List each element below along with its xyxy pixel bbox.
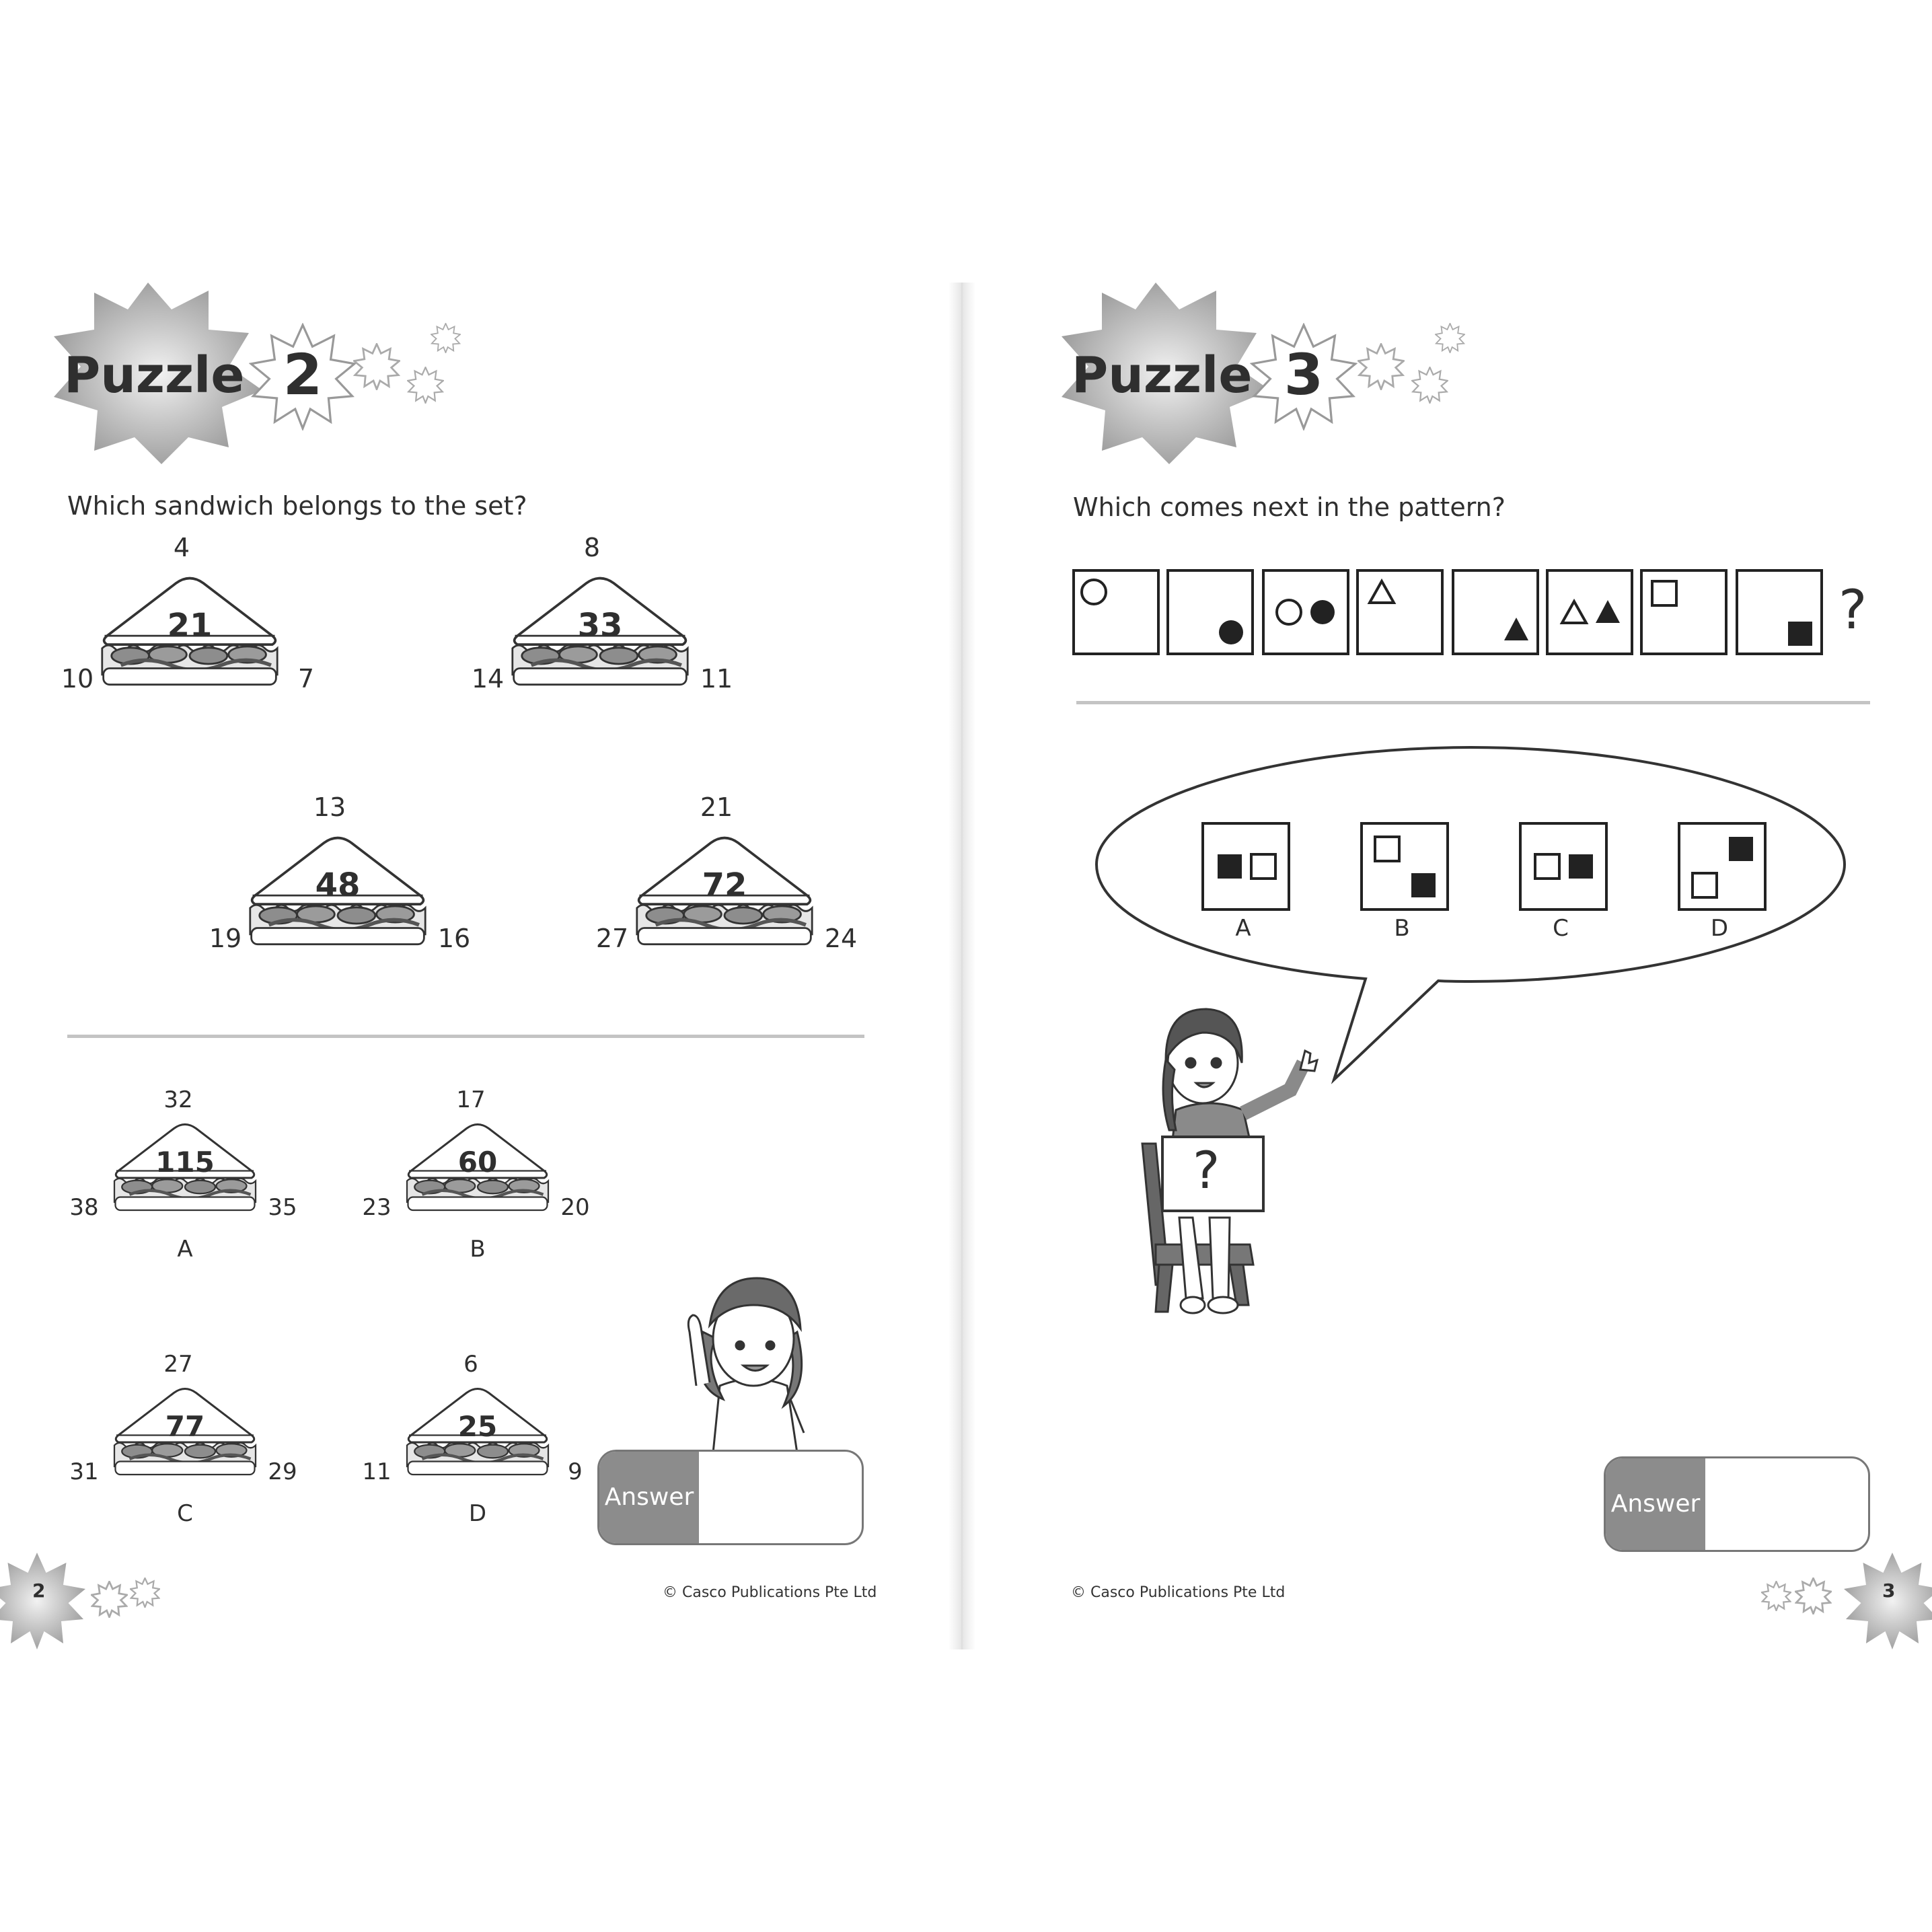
small-stars-icon [91, 1574, 172, 1621]
small-stars-icon [353, 323, 474, 410]
question-text: Which sandwich belongs to the set? [67, 491, 527, 521]
sandwich-center-number: 21 [167, 607, 213, 644]
sandwich-left-number: 11 [362, 1458, 392, 1485]
sandwich-right-number: 9 [568, 1458, 583, 1485]
book-gutter [949, 283, 975, 1649]
sequence-question-mark: ? [1838, 579, 1867, 641]
option-sandwich-c[interactable] [61, 1351, 303, 1566]
sandwich-top-number: 27 [163, 1351, 193, 1378]
page-number: 2 [32, 1580, 46, 1602]
small-stars-icon [1761, 1574, 1842, 1621]
sandwich-right-number: 24 [824, 924, 858, 953]
answer-label: Answer [1606, 1458, 1705, 1550]
sandwich-top-number: 17 [456, 1086, 486, 1113]
answer-box[interactable] [1604, 1456, 1870, 1552]
sandwich-left-number: 10 [61, 664, 94, 694]
girl-pointing-icon [663, 1251, 838, 1453]
pattern-box-1 [1072, 569, 1160, 655]
sandwich-center-number: 77 [165, 1410, 205, 1443]
sandwich-left-number: 27 [595, 924, 629, 953]
section-divider [67, 1035, 864, 1038]
question-text: Which comes next in the pattern? [1073, 492, 1506, 522]
set-sandwich-1 [54, 533, 315, 748]
sandwich-center-number: 115 [155, 1146, 215, 1179]
copyright: © Casco Publications Pte Ltd [663, 1584, 877, 1601]
pattern-box-4 [1356, 569, 1444, 655]
left-page [0, 283, 961, 1649]
puzzle-number: 3 [1284, 342, 1324, 408]
sandwich-left-number: 31 [69, 1458, 99, 1485]
option-sandwich-b[interactable] [353, 1086, 595, 1302]
sandwich-top-number: 21 [700, 792, 733, 822]
sandwich-right-number: 20 [560, 1194, 590, 1221]
sandwich-top-number: 4 [173, 533, 190, 562]
option-letter: A [177, 1236, 193, 1263]
puzzle-title-word: Puzzle [64, 346, 245, 404]
sandwich-center-number: 72 [702, 866, 747, 904]
sandwich-right-number: 35 [268, 1194, 297, 1221]
board-question-mark: ? [1193, 1140, 1220, 1200]
section-divider [1076, 701, 1870, 704]
option-letter-b: B [1394, 915, 1410, 942]
option-box-b[interactable] [1360, 822, 1449, 911]
sandwich-right-number: 29 [268, 1458, 297, 1485]
sandwich-left-number: 14 [471, 664, 505, 694]
option-letter: C [177, 1500, 193, 1527]
sandwich-left-number: 19 [209, 924, 242, 953]
option-box-a[interactable] [1201, 822, 1290, 911]
option-sandwich-d[interactable] [353, 1351, 595, 1566]
sandwich-top-number: 13 [313, 792, 346, 822]
sandwich-left-number: 23 [362, 1194, 392, 1221]
sandwich-center-number: 25 [457, 1410, 498, 1443]
option-letter-a: A [1235, 915, 1251, 942]
girl-holding-board-icon [1129, 996, 1384, 1359]
option-sandwich-a[interactable] [61, 1086, 303, 1302]
sandwich-right-number: 16 [437, 924, 471, 953]
answer-label: Answer [599, 1452, 699, 1543]
sandwich-left-number: 38 [69, 1194, 99, 1221]
set-sandwich-2 [464, 533, 733, 748]
sandwich-right-number: 7 [297, 664, 315, 694]
option-box-c[interactable] [1519, 822, 1608, 911]
pattern-box-5 [1452, 569, 1539, 655]
small-stars-icon [1358, 323, 1479, 410]
pattern-box-8 [1736, 569, 1823, 655]
option-letter: B [470, 1236, 486, 1263]
option-letter-c: C [1553, 915, 1569, 942]
pattern-box-3 [1262, 569, 1349, 655]
answer-box[interactable] [597, 1450, 864, 1545]
pattern-box-7 [1640, 569, 1727, 655]
sandwich-center-number: 33 [577, 607, 623, 644]
copyright: © Casco Publications Pte Ltd [1071, 1584, 1286, 1601]
set-sandwich-4 [589, 792, 858, 1008]
puzzle-number: 2 [283, 342, 323, 408]
pattern-box-2 [1166, 569, 1254, 655]
puzzle-title-word: Puzzle [1072, 346, 1253, 404]
sandwich-top-number: 32 [163, 1086, 193, 1113]
sandwich-top-number: 6 [463, 1351, 478, 1378]
option-letter-d: D [1710, 915, 1729, 942]
sandwich-right-number: 11 [700, 664, 733, 694]
sandwich-center-number: 60 [457, 1146, 498, 1179]
pattern-box-6 [1546, 569, 1633, 655]
sandwich-center-number: 48 [315, 866, 361, 904]
page-number: 3 [1882, 1580, 1896, 1602]
set-sandwich-3 [202, 792, 471, 1008]
sandwich-top-number: 8 [583, 533, 601, 562]
option-letter: D [468, 1500, 487, 1527]
right-page [961, 283, 1932, 1649]
option-box-d[interactable] [1678, 822, 1767, 911]
